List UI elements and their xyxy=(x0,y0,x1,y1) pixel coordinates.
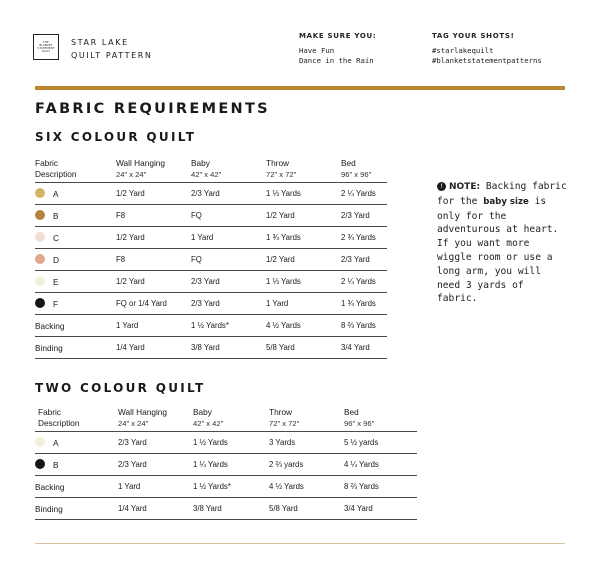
table-header xyxy=(35,407,417,431)
table-cell: 1 ½ Yards* xyxy=(193,482,231,491)
table-cell: 1/2 Yard xyxy=(116,277,145,286)
header-divider xyxy=(35,86,565,90)
table-row xyxy=(35,432,417,454)
table-cell: 8 ⅔ Yards xyxy=(341,321,376,330)
fabric-label: B xyxy=(53,460,59,470)
row-label: Backing xyxy=(35,321,65,331)
table-row xyxy=(35,315,387,337)
fabric-swatch xyxy=(35,459,45,469)
table-cell: 2 ¼ Yards xyxy=(341,189,376,198)
table-row xyxy=(35,205,387,227)
table-cell: FQ xyxy=(191,211,202,220)
table-cell: 1 ¾ Yards xyxy=(266,233,301,242)
table-cell: 2 ¼ Yards xyxy=(341,277,376,286)
table-cell: 4 ½ Yards xyxy=(269,482,304,491)
table-cell: 3/4 Yard xyxy=(341,343,370,352)
table-cell: 1 Yard xyxy=(266,299,289,308)
make-sure-block xyxy=(299,31,376,67)
header-cell xyxy=(269,407,299,429)
six-colour-title: SIX COLOUR QUILT xyxy=(35,130,197,144)
brand-line-1: STAR LAKE xyxy=(71,38,129,47)
header-dimension: 24" x 24" xyxy=(118,419,149,428)
table-cell: FQ or 1/4 Yard xyxy=(116,299,167,308)
header-dimension: 24" x 24" xyxy=(116,170,147,179)
header-name: Throw xyxy=(266,158,290,168)
two-colour-title: TWO COLOUR QUILT xyxy=(35,381,206,395)
tag-heading: TAG YOUR SHOTS! xyxy=(432,32,515,40)
make-sure-item: Have Fun xyxy=(299,45,335,55)
table-row xyxy=(35,293,387,315)
header-name: Fabric xyxy=(35,158,59,168)
table-cell: 4 ½ Yards xyxy=(266,321,301,330)
table-row xyxy=(35,476,417,498)
header-dimension: 72" x 72" xyxy=(269,419,300,428)
table-cell: 8 ⅔ Yards xyxy=(344,482,379,491)
page-title: FABRIC REQUIREMENTS xyxy=(35,101,270,117)
note-text-1: Backing fabric for the xyxy=(437,181,567,207)
table-cell: 1 ½ Yards xyxy=(193,438,228,447)
table-cell: FQ xyxy=(191,255,202,264)
table-cell: 1 Yard xyxy=(191,233,214,242)
header-cell xyxy=(38,407,80,429)
header-name: Bed xyxy=(341,158,356,168)
table-cell: 4 ¼ Yards xyxy=(344,460,379,469)
six-colour-table xyxy=(35,158,387,359)
fabric-swatch xyxy=(35,188,45,198)
table-cell: 2/3 Yard xyxy=(191,277,220,286)
info-icon: ! xyxy=(437,182,446,191)
table-cell: 1/2 Yard xyxy=(116,189,145,198)
table-cell: 3/4 Yard xyxy=(344,504,373,513)
fabric-label: A xyxy=(53,438,59,448)
header-cell xyxy=(266,158,296,180)
table-cell: 1 ½ Yards* xyxy=(191,321,229,330)
make-sure-item: Dance in the Rain xyxy=(299,56,374,65)
table-cell: 1 ⅓ Yards xyxy=(266,189,301,198)
table-cell: 5/8 Yard xyxy=(269,504,298,513)
table-cell: 2/3 Yard xyxy=(191,299,220,308)
brand-title xyxy=(71,36,153,62)
brand-line-2: QUILT PATTERN xyxy=(71,51,153,60)
footer-divider xyxy=(35,543,565,544)
fabric-label: B xyxy=(53,211,59,221)
table-cell: 1 ⅓ Yards xyxy=(266,277,301,286)
fabric-label: E xyxy=(53,277,59,287)
header-dimension: 72" x 72" xyxy=(266,170,297,179)
table-cell: 1 Yard xyxy=(116,321,139,330)
table-cell: 1/4 Yard xyxy=(116,343,145,352)
fabric-swatch xyxy=(35,232,45,242)
header-cell xyxy=(341,158,371,180)
fabric-label: C xyxy=(53,233,59,243)
table-cell: 1 ¾ Yards xyxy=(341,299,376,308)
fabric-swatch xyxy=(35,298,45,308)
header-name: Baby xyxy=(193,407,212,417)
header-dimension: 42" x 42" xyxy=(193,419,224,428)
fabric-label: D xyxy=(53,255,59,265)
hashtag: #blanketstatementpatterns xyxy=(432,56,542,65)
table-row xyxy=(35,337,387,359)
table-cell: F8 xyxy=(116,211,126,220)
header-name: Baby xyxy=(191,158,210,168)
header-cell xyxy=(344,407,374,429)
header-cell xyxy=(116,158,165,180)
row-label: Binding xyxy=(35,343,63,353)
table-cell: 2/3 Yard xyxy=(118,460,147,469)
table-cell: 2/3 Yard xyxy=(191,189,220,198)
hashtag: #starlakequilt xyxy=(432,45,494,55)
row-label: Backing xyxy=(35,482,65,492)
header-dimension: 42" x 42" xyxy=(191,170,222,179)
header-cell xyxy=(191,158,221,180)
note-text-2: is only for the adventurous at heart. If you want more wiggle room or use a long arm, you will need 3 yards of fabric. xyxy=(437,195,559,305)
table-cell: 2 ¾ Yards xyxy=(341,233,376,242)
table-cell: 3 Yards xyxy=(269,438,296,447)
table-row xyxy=(35,271,387,293)
logo-text: THE BLANKET STATEMENT QUILT xyxy=(37,40,55,54)
header-name: Throw xyxy=(269,407,293,417)
note-label: NOTE: xyxy=(449,182,481,192)
table-cell: 1/2 Yard xyxy=(266,211,295,220)
header-name: Wall Hanging xyxy=(118,407,168,417)
table-cell: 1/4 Yard xyxy=(118,504,147,513)
table-row xyxy=(35,498,417,520)
fabric-swatch xyxy=(35,437,45,447)
logo xyxy=(33,34,59,60)
table-cell: 2/3 Yard xyxy=(341,255,370,264)
table-row xyxy=(35,249,387,271)
note-bold: baby size xyxy=(483,196,529,207)
backing-note xyxy=(437,180,567,306)
tag-block xyxy=(432,31,542,67)
fabric-swatch xyxy=(35,276,45,286)
table-cell: 2/3 Yard xyxy=(118,438,147,447)
table-row xyxy=(35,183,387,205)
table-cell: 5/8 Yard xyxy=(266,343,295,352)
table-cell: 3/8 Yard xyxy=(191,343,220,352)
table-cell: 3/8 Yard xyxy=(193,504,222,513)
make-sure-heading: MAKE SURE YOU: xyxy=(299,32,377,40)
header-name: Wall Hanging xyxy=(116,158,166,168)
header-dimension: Description xyxy=(38,418,80,428)
two-colour-table xyxy=(35,407,417,520)
header-name: Fabric xyxy=(38,407,62,417)
table-cell: 1/2 Yard xyxy=(266,255,295,264)
fabric-label: F xyxy=(53,299,59,309)
table-row xyxy=(35,227,387,249)
header-dimension: 96" x 96" xyxy=(341,170,372,179)
table-cell: 1 ¼ Yards xyxy=(193,460,228,469)
table-header xyxy=(35,158,387,182)
header-cell xyxy=(35,158,77,180)
fabric-label: A xyxy=(53,189,59,199)
table-cell: 5 ½ yards xyxy=(344,438,379,447)
table-cell: 1 Yard xyxy=(118,482,141,491)
header-dimension: 96" x 96" xyxy=(344,419,375,428)
header-name: Bed xyxy=(344,407,359,417)
fabric-swatch xyxy=(35,254,45,264)
row-label: Binding xyxy=(35,504,63,514)
header-cell xyxy=(118,407,167,429)
table-row xyxy=(35,454,417,476)
table-cell: F8 xyxy=(116,255,126,264)
fabric-swatch xyxy=(35,210,45,220)
table-cell: 2 ⅔ yards xyxy=(269,460,304,469)
header-dimension: Description xyxy=(35,169,77,179)
table-cell: 1/2 Yard xyxy=(116,233,145,242)
header-cell xyxy=(193,407,223,429)
table-cell: 2/3 Yard xyxy=(341,211,370,220)
